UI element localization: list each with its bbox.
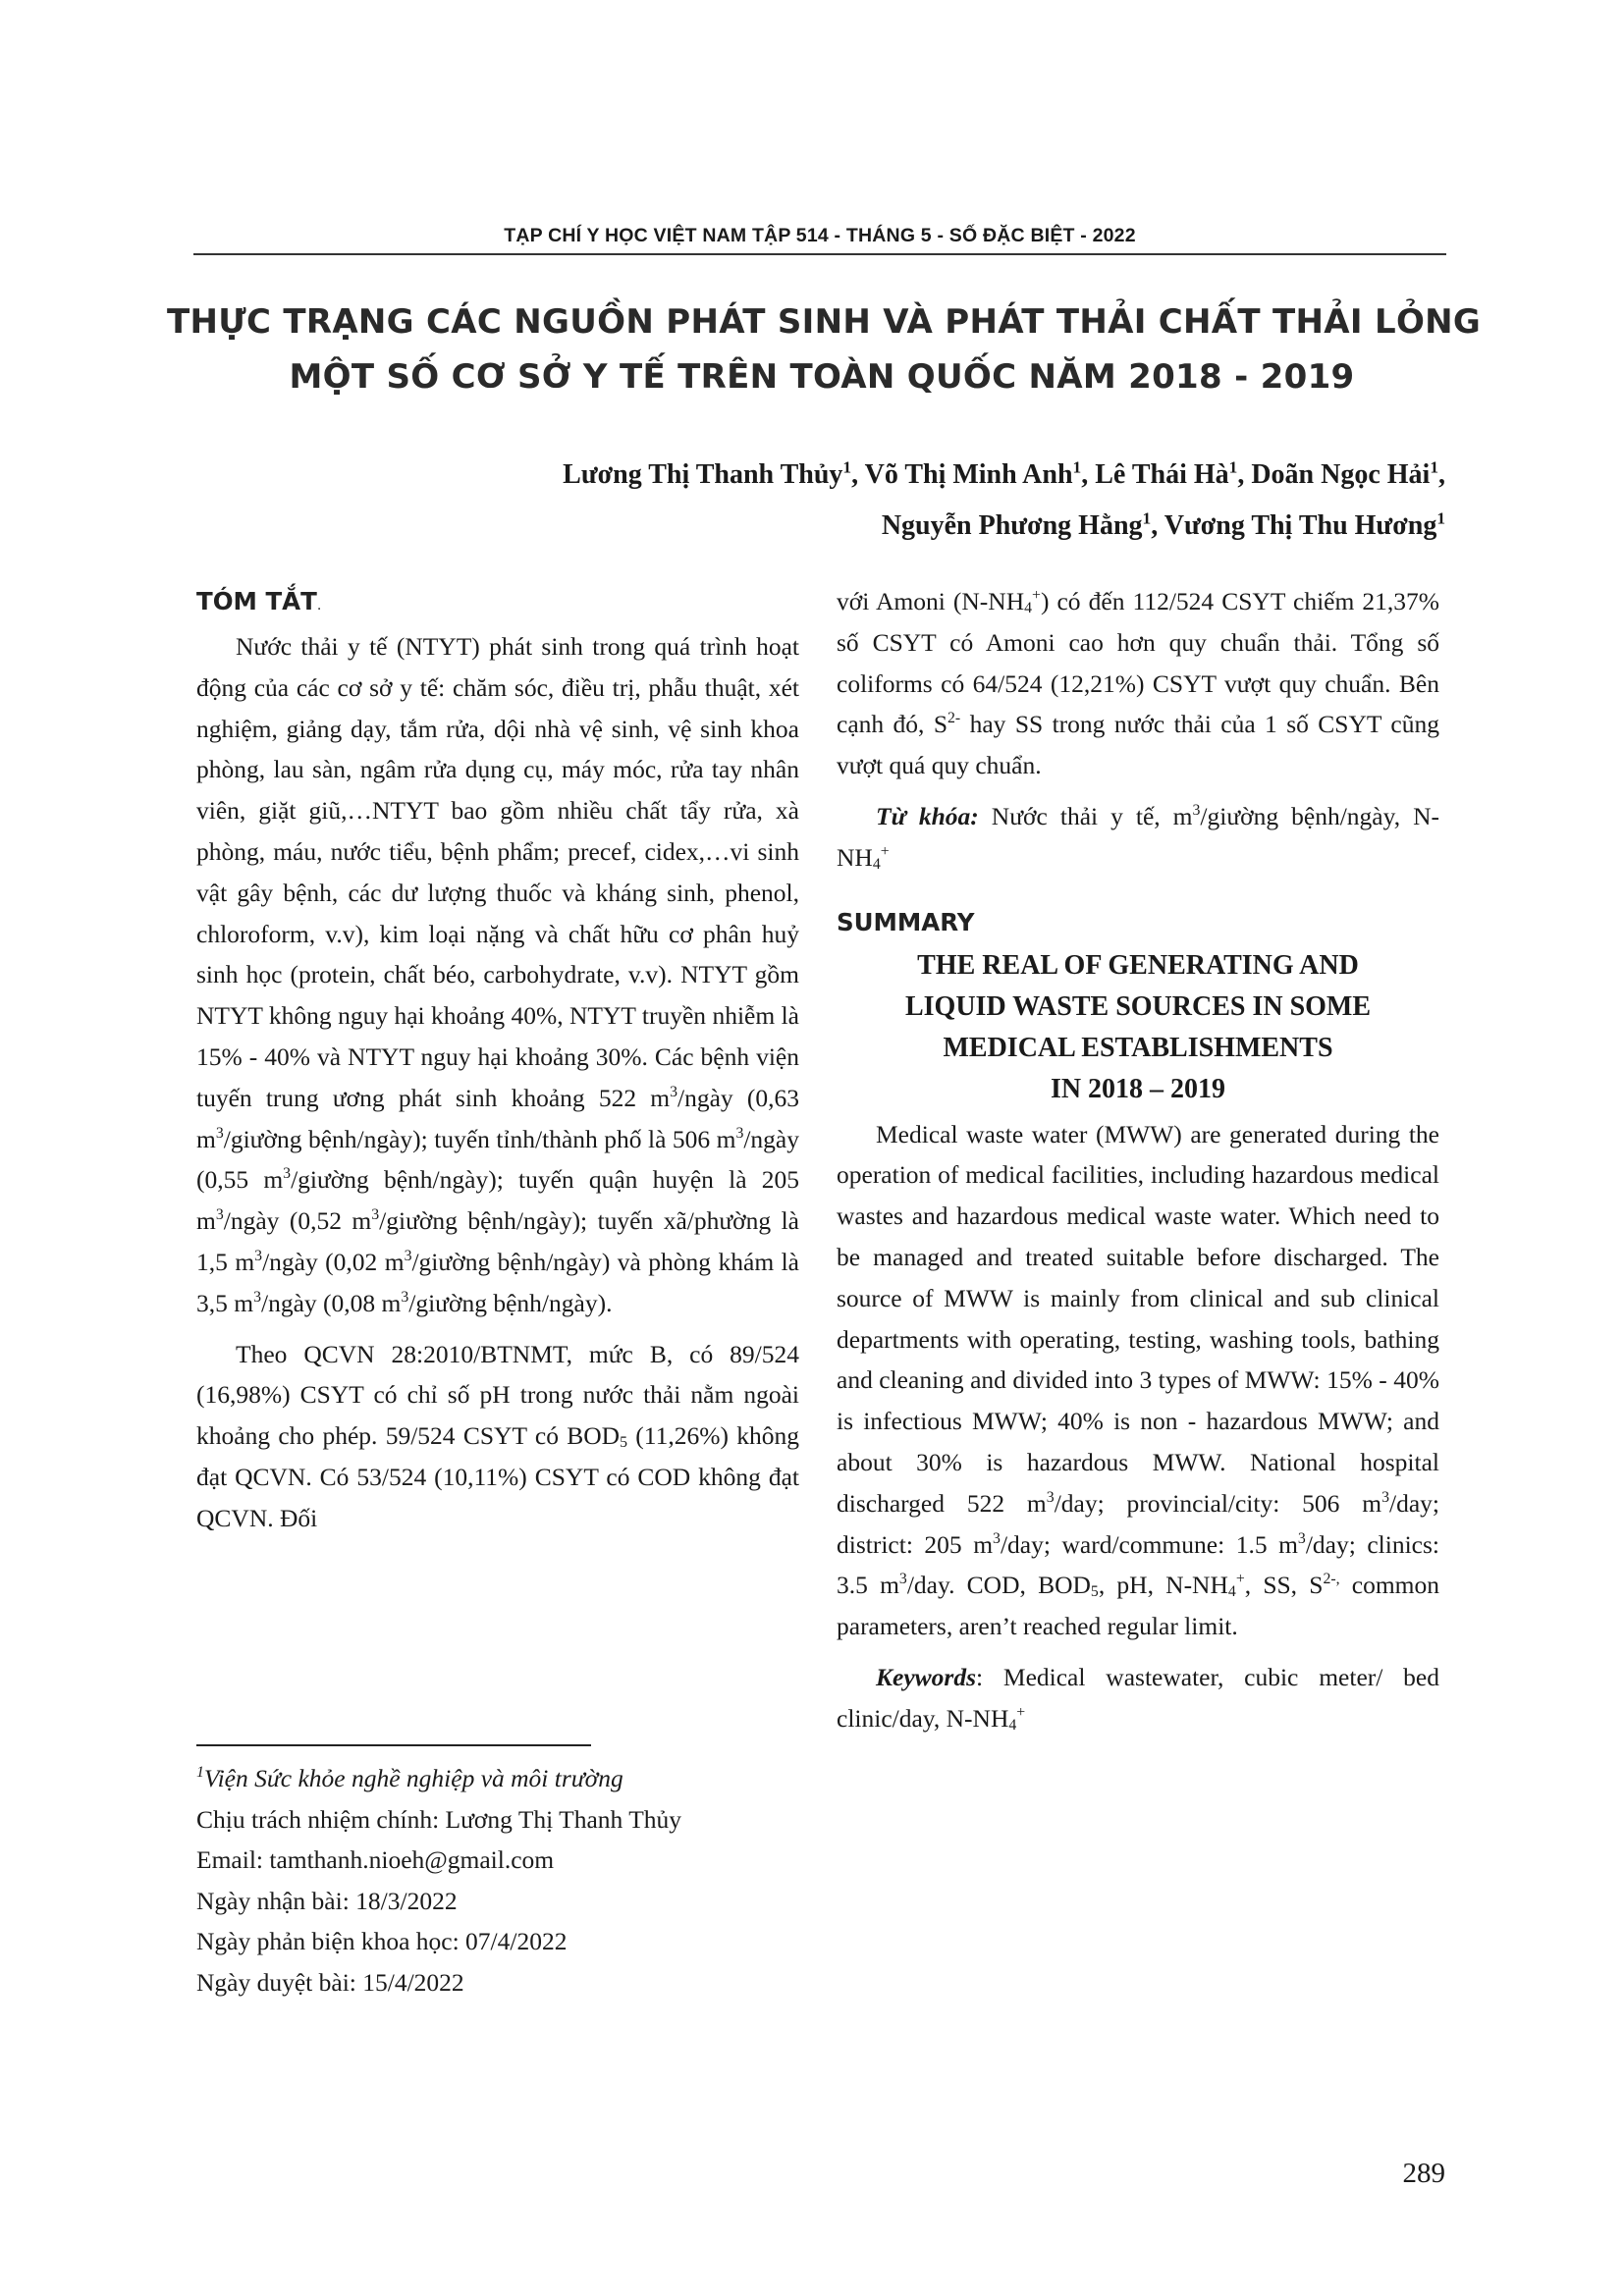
article-title xyxy=(167,294,1482,404)
author-name: Lê Thái Hà xyxy=(1095,459,1229,490)
author-name: Doãn Ngọc Hải xyxy=(1251,459,1431,490)
abstract-vi-paragraph-2-continued: với Amoni $(N-NH_4^+)$ có đến 112/524 CSYT chiếm 21,37% số CSYT có Amoni cao hơn quy chuẩn thải. Tổng số coliforms có 64/524 (12,21%) CSYT vượt quy chuẩn. Bên cạnh đó, $S^{2-}$ hay SS trong nước thải của 1 số CSYT cũng vượt quá quy chuẩn. xyxy=(837,587,1439,780)
author-line-2 xyxy=(563,501,1445,552)
author-list xyxy=(563,450,1445,552)
footnote-responsible: Chịu trách nhiệm chính: Lương Thị Thanh Thủy xyxy=(196,1804,682,1834)
author-separator: , xyxy=(1438,459,1445,490)
footnotes xyxy=(196,1758,681,2002)
keywords-en: Keywords: Medical wastewater, cubic meter/ bed clinic/day, $N-NH_4^+$ xyxy=(837,1662,1439,1734)
abstract-heading-vi: TÓM TẮT. xyxy=(196,587,322,615)
author-separator: , xyxy=(1237,459,1252,490)
author-separator: , xyxy=(851,459,865,490)
affiliation-mark: 1 xyxy=(1430,457,1438,477)
author-name: Nguyễn Phương Hằng xyxy=(881,510,1143,541)
title-line-1: THỰC TRẠNG CÁC NGUỒN PHÁT SINH VÀ PHÁT THẢI CHẤT THẢI LỎNG xyxy=(167,302,1482,342)
affiliation-mark: 1 xyxy=(842,457,852,477)
english-title-line-2: LIQUID WASTE SOURCES IN SOME xyxy=(904,990,1372,1022)
left-column xyxy=(196,581,799,1549)
page-number: 289 xyxy=(1402,2158,1445,2189)
footnote-rule xyxy=(196,1744,591,1746)
english-title xyxy=(837,945,1439,1110)
author-name: Võ Thị Minh Anh xyxy=(864,459,1073,490)
footnote-reviewed: Ngày phản biện khoa học: 07/4/2022 xyxy=(196,1927,568,1955)
title-line-2: MỘT SỐ CƠ SỞ Y TẾ TRÊN TOÀN QUỐC NĂM 2018 - 2019 xyxy=(289,357,1355,397)
author-separator: , xyxy=(1151,510,1164,541)
abstract-vi-paragraph-1: Nước thải y tế (NTYT) phát sinh trong quá trình hoạt động của các cơ sở y tế: chăm sóc, điều trị, phẫu thuật, xét nghiệm, giảng dạy, tắm rửa, dội nhà vệ sinh, vệ sinh khoa phòng, lau sàn, ngâm rửa dụng cụ, máy móc, rửa tay nhân viên, giặt giũ,…NTYT bao gồm nhiều chất tẩy rửa, xà phòng, máu, nước tiểu, bệnh phẩm; precef, cidex,…vi sinh vật gây bệnh, các dư lượng thuốc và kháng sinh, phenol, chloroform, v.v), kim loại nặng và chất hữu cơ phân huỷ sinh học (protein, chất béo, carbohydrate, v.v). NTYT gồm NTYT không nguy hại khoảng 40%, NTYT truyền nhiễm là 15% - 40% và NTYT nguy hại khoảng 30%. Các bệnh viện tuyến trung ương phát sinh khoảng 522 $m^3$/ngày (0,63 $m^3$/giường bệnh/ngày); tuyến tỉnh/thành phố là 506 $m^3$/ngày (0,55 $m^3$/giường bệnh/ngày); tuyến quận huyện là 205 $m^3$/ngày (0,52 $m^3$/giường bệnh/ngày); tuyến xã/phường là 1,5 $m^3$/ngày (0,02 $m^3$/giường bệnh/ngày) và phòng khám là 3,5 $m^3$/ngày (0,08 $m^3$/giường bệnh/ngày). xyxy=(196,632,799,1317)
abstract-vi-paragraph-2: Theo QCVN 28:2010/BTNMT, mức B, có 89/524 (16,98%) CSYT có chỉ số pH trong nước thải nằm ngoài khoảng cho phép. 59/524 CSYT có $BOD_5$ (11,26%) không đạt QCVN. Có 53/524 (10,11%) CSYT có COD không đạt QCVN. Đối xyxy=(196,1339,800,1532)
affiliation-mark: 1 xyxy=(1436,508,1445,528)
english-title-line-1: THE REAL OF GENERATING AND xyxy=(917,949,1359,981)
affiliation-mark: 1 xyxy=(1142,508,1152,528)
english-title-line-4: IN 2018 – 2019 xyxy=(1050,1073,1226,1104)
author-name: Vương Thị Thu Hương xyxy=(1164,510,1437,541)
english-title-line-3: MEDICAL ESTABLISHMENTS xyxy=(943,1032,1333,1063)
footnote-email: Email: tamthanh.nioeh@gmail.com xyxy=(196,1845,555,1874)
affiliation-mark: 1 xyxy=(1072,457,1082,477)
header-rule xyxy=(193,253,1446,255)
keywords-vi: Từ khóa: Nước thải y tế, $m^3$/giường bệnh/ngày, $N-NH_4^+$ xyxy=(837,801,1440,873)
footnote-received: Ngày nhận bài: 18/3/2022 xyxy=(196,1886,458,1915)
affiliation-mark: 1 xyxy=(1228,457,1238,477)
abstract-en-paragraph-1: Medical waste water (MWW) are generated during the operation of medical facilities, including hazardous medical wastes and hazardous medical waste water. Which need to be managed and treated suitable before discharged. The source of MWW is mainly from clinical and sub clinical departments with operating, testing, washing tools, bathing and cleaning and divided into 3 types of MWW: 15% - 40% is infectious MWW; 40% is non - hazardous MWW; and about 30% is hazardous MWW. National hospital discharged 522 $m^3$/day; provincial/city: 506 $m^3$/day; district: 205 $m^3$/day; ward/commune: 1.5 $m^3$/day; clinics: 3.5 $m^3$/day. COD, $BOD_5$, pH, $N-NH_4^+$, SS, $S^{2-,}$ common parameters, aren’t reached regular limit. xyxy=(837,1119,1440,1641)
footnote-approved: Ngày duyệt bài: 15/4/2022 xyxy=(196,1967,464,1997)
abstract-heading-en: SUMMARY xyxy=(837,907,975,936)
author-separator: , xyxy=(1081,459,1096,490)
right-column xyxy=(837,581,1439,1749)
author-name: Lương Thị Thanh Thủy xyxy=(563,459,843,490)
journal-header: TẠP CHÍ Y HỌC VIỆT NAM TẬP 514 - THÁNG 5 - SỐ ĐẶC BIỆT - 2022 xyxy=(504,225,1136,246)
footnote-affiliation: $^1$Viện Sức khỏe nghề nghiệp và môi trường xyxy=(196,1764,623,1792)
author-line-1 xyxy=(563,450,1445,501)
